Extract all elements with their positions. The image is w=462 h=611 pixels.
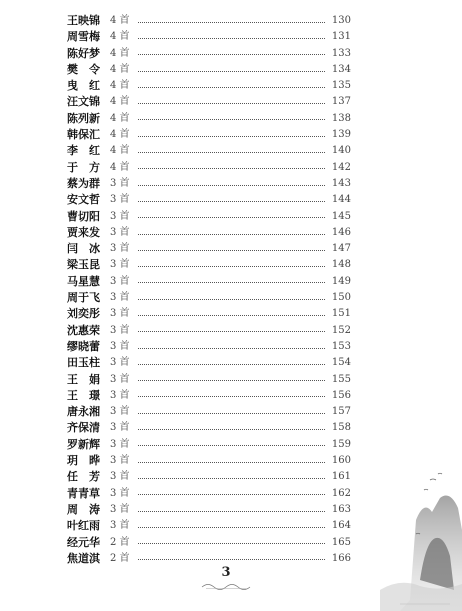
toc-row[interactable] <box>67 241 351 257</box>
dot-leader <box>138 299 325 300</box>
author-name: 马星慧 <box>67 274 100 288</box>
author-name: 王映锦 <box>67 14 100 27</box>
poem-count: 3 首 <box>110 340 130 352</box>
poem-count: 3 首 <box>110 210 130 222</box>
dot-leader <box>138 234 325 235</box>
poem-count: 3 首 <box>110 389 130 401</box>
dot-leader <box>138 380 325 381</box>
dot-leader <box>138 87 325 88</box>
author-name: 青青草 <box>67 486 100 500</box>
poem-count: 3 首 <box>110 357 130 369</box>
dot-leader <box>138 494 325 495</box>
page-ref: 165 <box>331 536 351 548</box>
dot-leader <box>138 201 325 202</box>
page-ref: 164 <box>331 520 351 532</box>
author-name: 王 娟 <box>67 372 100 386</box>
page-ref: 143 <box>331 177 351 189</box>
toc-row[interactable] <box>67 257 351 273</box>
dot-leader <box>138 250 325 251</box>
page-ref: 151 <box>331 308 351 320</box>
author-name: 刘奕彤 <box>67 307 100 321</box>
dot-leader <box>138 445 325 446</box>
page-ref: 158 <box>331 422 351 434</box>
page-ref: 159 <box>331 438 351 450</box>
dot-leader <box>138 103 325 104</box>
author-name: 贾来发 <box>67 225 100 239</box>
author-name: 玥 晔 <box>67 454 100 468</box>
dot-leader <box>138 559 325 560</box>
dot-leader <box>138 396 325 397</box>
poem-count: 4 首 <box>110 96 130 108</box>
poem-count: 4 首 <box>110 112 130 124</box>
page-ref: 152 <box>331 324 351 336</box>
dot-leader <box>138 364 325 365</box>
author-name: 田玉柱 <box>67 356 100 370</box>
dot-leader <box>138 185 325 186</box>
toc-row[interactable] <box>67 486 351 502</box>
poem-count: 3 首 <box>110 471 130 483</box>
author-name: 樊 令 <box>67 62 100 76</box>
page-ref: 130 <box>331 15 351 26</box>
page-ref: 138 <box>331 112 351 124</box>
dot-leader <box>138 348 325 349</box>
page-ref: 137 <box>331 96 351 108</box>
page-ref: 135 <box>331 80 351 92</box>
author-name: 周雪梅 <box>67 30 100 44</box>
dot-leader <box>138 217 325 218</box>
toc-row[interactable] <box>67 372 351 388</box>
toc-row[interactable] <box>67 225 351 241</box>
page-ref: 155 <box>331 373 351 385</box>
author-name: 于 方 <box>67 160 100 174</box>
page-ref: 144 <box>331 194 351 206</box>
page-ref: 157 <box>331 406 351 418</box>
author-name: 王 璟 <box>67 388 100 402</box>
dot-leader <box>138 413 325 414</box>
poem-count: 3 首 <box>110 324 130 336</box>
poem-count: 3 首 <box>110 259 130 271</box>
dot-leader <box>138 22 325 23</box>
page-ref: 134 <box>331 63 351 75</box>
page-ref: 140 <box>331 145 351 157</box>
toc-row[interactable] <box>67 78 351 94</box>
page-number: 3 <box>221 565 231 580</box>
poem-count: 4 首 <box>110 47 130 59</box>
toc-row[interactable] <box>67 502 351 518</box>
page-ref: 148 <box>331 259 351 271</box>
page-ref: 154 <box>331 357 351 369</box>
author-name: 沈惠荣 <box>67 323 100 337</box>
poem-count: 2 首 <box>110 552 130 564</box>
toc-row[interactable] <box>67 62 351 78</box>
page-ref: 147 <box>331 243 351 255</box>
poem-count: 3 首 <box>110 487 130 499</box>
toc-row[interactable] <box>67 518 351 534</box>
dot-leader <box>138 331 325 332</box>
dot-leader <box>138 511 325 512</box>
toc-row[interactable] <box>67 127 351 143</box>
dot-leader <box>138 462 325 463</box>
toc-row[interactable] <box>67 355 351 371</box>
page-ref: 145 <box>331 210 351 222</box>
page-ref: 163 <box>331 503 351 515</box>
page-ref: 131 <box>331 31 351 43</box>
poem-count: 3 首 <box>110 194 130 206</box>
wave-ornament-icon <box>200 580 252 590</box>
author-name: 叶红雨 <box>67 519 100 533</box>
author-name: 梁玉昆 <box>67 258 100 272</box>
poem-count: 3 首 <box>110 406 130 418</box>
poem-count: 4 首 <box>110 63 130 75</box>
author-name: 蔡为群 <box>67 176 100 190</box>
page-ref: 161 <box>331 471 351 483</box>
dot-leader <box>138 266 325 267</box>
author-name: 周于飞 <box>67 291 100 305</box>
poem-count: 3 首 <box>110 292 130 304</box>
toc-row[interactable] <box>67 323 351 339</box>
toc-row[interactable] <box>67 306 351 322</box>
author-name: 李 红 <box>67 144 100 158</box>
page-ref: 166 <box>331 552 351 564</box>
author-name: 罗新辉 <box>67 437 100 451</box>
toc-row[interactable] <box>67 29 351 45</box>
poem-count: 3 首 <box>110 177 130 189</box>
author-name: 缪晓蕾 <box>67 339 100 353</box>
author-name: 汪文锦 <box>67 95 100 109</box>
author-name: 经元华 <box>67 535 100 549</box>
author-name: 周 涛 <box>67 502 100 516</box>
poem-count: 3 首 <box>110 243 130 255</box>
author-name: 焦道淇 <box>67 551 100 565</box>
dot-leader <box>138 315 325 316</box>
toc-row[interactable] <box>67 111 351 127</box>
toc-row[interactable] <box>67 46 351 62</box>
dot-leader <box>138 527 325 528</box>
page-ref: 149 <box>331 275 351 287</box>
ink-landscape-painting <box>380 460 462 611</box>
author-name: 陈列新 <box>67 111 100 125</box>
dot-leader <box>138 429 325 430</box>
toc-row[interactable] <box>67 176 351 192</box>
dot-leader <box>138 38 325 39</box>
toc-row[interactable] <box>67 535 351 551</box>
page-ref: 139 <box>331 129 351 141</box>
dot-leader <box>138 136 325 137</box>
toc-row[interactable] <box>67 551 351 567</box>
toc-row[interactable] <box>67 143 351 159</box>
page-ref: 146 <box>331 226 351 238</box>
dot-leader <box>138 71 325 72</box>
author-name: 任 芳 <box>67 470 100 484</box>
toc-row[interactable] <box>67 192 351 208</box>
page-ref: 133 <box>331 47 351 59</box>
poem-count: 3 首 <box>110 373 130 385</box>
poem-count: 4 首 <box>110 161 130 173</box>
toc-row[interactable] <box>67 404 351 420</box>
toc-row[interactable] <box>67 469 351 485</box>
page-ref: 153 <box>331 340 351 352</box>
page-ref: 162 <box>331 487 351 499</box>
page-ref: 156 <box>331 389 351 401</box>
page-ref: 160 <box>331 455 351 467</box>
toc-row[interactable] <box>67 160 351 176</box>
dot-leader <box>138 119 325 120</box>
table-of-contents <box>67 13 351 567</box>
author-name: 曹切阳 <box>67 209 100 223</box>
toc-row[interactable] <box>67 209 351 225</box>
author-name: 曳 红 <box>67 79 100 93</box>
poem-count: 3 首 <box>110 438 130 450</box>
author-name: 唐永湘 <box>67 405 100 419</box>
page-ref: 142 <box>331 161 351 173</box>
toc-row[interactable] <box>67 290 351 306</box>
poem-count: 3 首 <box>110 308 130 320</box>
poem-count: 3 首 <box>110 422 130 434</box>
page-ref: 150 <box>331 292 351 304</box>
author-name: 韩保汇 <box>67 128 100 142</box>
toc-row[interactable] <box>67 388 351 404</box>
dot-leader <box>138 543 325 544</box>
toc-row[interactable] <box>67 420 351 436</box>
author-name: 陈好梦 <box>67 46 100 60</box>
poem-count: 4 首 <box>110 129 130 141</box>
toc-row[interactable] <box>67 453 351 469</box>
toc-row[interactable] <box>67 274 351 290</box>
toc-row[interactable] <box>67 437 351 453</box>
toc-row[interactable] <box>67 339 351 355</box>
author-name: 齐保清 <box>67 421 100 435</box>
dot-leader <box>138 152 325 153</box>
dot-leader <box>138 54 325 55</box>
toc-row[interactable] <box>67 94 351 110</box>
poem-count: 3 首 <box>110 226 130 238</box>
toc-row[interactable] <box>67 13 351 29</box>
dot-leader <box>138 282 325 283</box>
poem-count: 4 首 <box>110 31 130 43</box>
poem-count: 4 首 <box>110 145 130 157</box>
poem-count: 4 首 <box>110 15 130 26</box>
author-name: 安文哲 <box>67 193 100 207</box>
dot-leader <box>138 478 325 479</box>
dot-leader <box>138 168 325 169</box>
poem-count: 3 首 <box>110 520 130 532</box>
poem-count: 3 首 <box>110 275 130 287</box>
poem-count: 4 首 <box>110 80 130 92</box>
author-name: 闫 冰 <box>67 242 100 256</box>
poem-count: 2 首 <box>110 536 130 548</box>
poem-count: 3 首 <box>110 503 130 515</box>
poem-count: 3 首 <box>110 455 130 467</box>
